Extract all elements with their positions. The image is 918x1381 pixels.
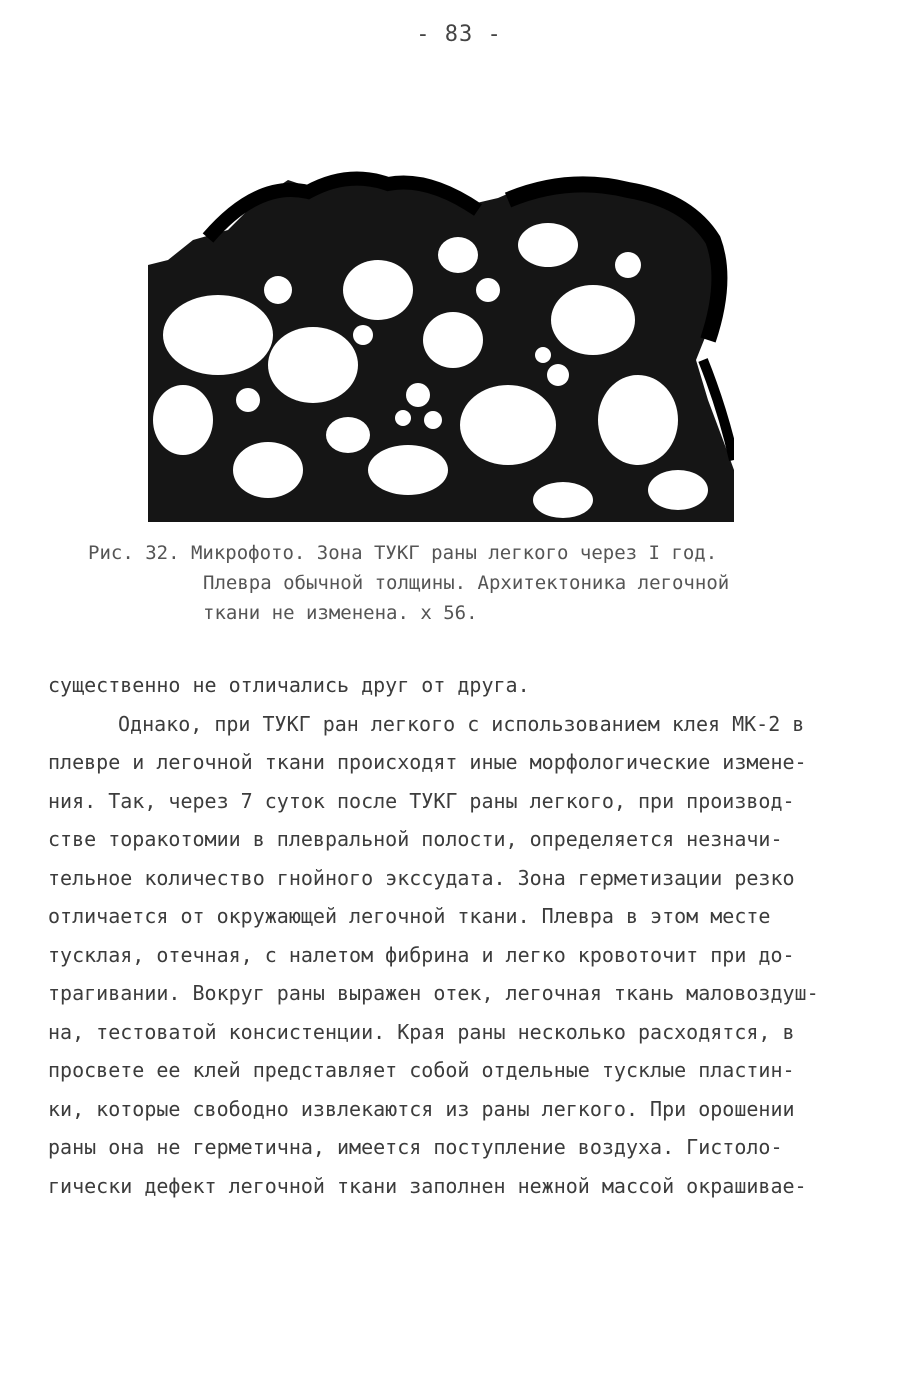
text-line: плевре и легочной ткани происходят иные морфологические измене-: [48, 750, 807, 774]
text-line: тельное количество гнойного экссудата. Зона герметизации резко: [48, 865, 795, 890]
text-line: существенно не отличались друг от друга.: [48, 673, 530, 697]
micrograph-figure: [148, 170, 734, 522]
text-line: гически дефект легочной ткани заполнен нежной массой окрашивае-: [48, 1173, 807, 1198]
text-line: ния. Так, через 7 суток после ТУКГ раны легкого, при производ-: [48, 788, 795, 813]
text-line: просвете ее клей представляет собой отдельные тусклые пластин-: [48, 1058, 795, 1082]
page-number: - 83 -: [416, 22, 502, 47]
text-line: стве торакотомии в плевральной полости, определяется незначи-: [48, 827, 783, 851]
micrograph-image: [148, 170, 734, 522]
text-line: трагивании. Вокруг раны выражен отек, легочная ткань маловоздуш-: [48, 981, 819, 1005]
text-line: на, тестоватой консистенции. Края раны несколько расходятся, в: [48, 1019, 795, 1044]
text-line: ки, которые свободно извлекаются из раны легкого. При орошении: [48, 1096, 795, 1121]
caption-line: Плевра обычной толщины. Архитектоника легочной: [203, 572, 730, 594]
figure-caption: [88, 538, 848, 628]
text-line: Однако, при ТУКГ ран легкого с использованием клея МК-2 в: [118, 711, 805, 736]
body-text: [48, 666, 878, 1205]
text-line: раны она не герметична, имеется поступление воздуха. Гистоло-: [48, 1135, 783, 1159]
text-line: отличается от окружающей легочной ткани. Плевра в этом месте: [48, 904, 771, 928]
text-line: тусклая, отечная, с налетом фибрина и легко кровоточит при до-: [48, 942, 795, 967]
caption-line: Рис. 32. Микрофото. Зона ТУКГ раны легкого через I год.: [88, 542, 718, 564]
caption-line: ткани не изменена. х 56.: [203, 602, 478, 624]
